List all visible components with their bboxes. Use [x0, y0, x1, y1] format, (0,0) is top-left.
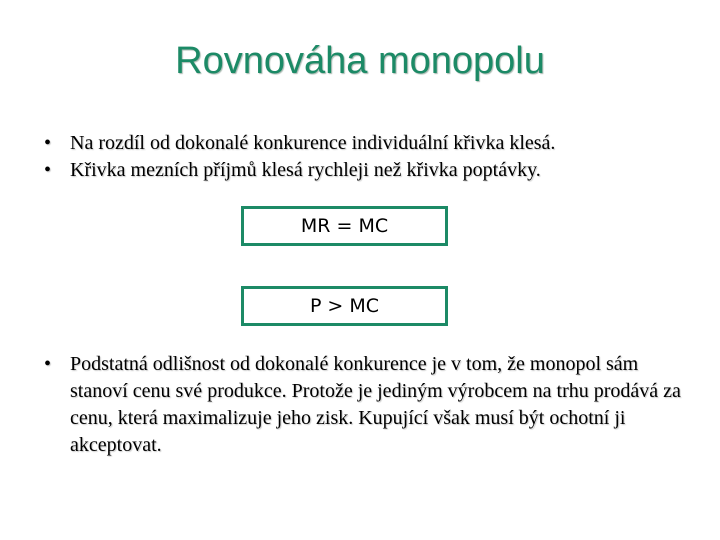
bullet-dot-icon: •: [44, 159, 52, 181]
bullet-dot-icon: •: [44, 353, 52, 375]
bullet-item: [44, 130, 684, 157]
formula-text: P > MC: [309, 295, 380, 317]
formula-text: MR = MC: [300, 215, 389, 237]
formula-box-mr-mc: [241, 206, 448, 246]
bullet-dot-icon: •: [44, 132, 52, 154]
bullet-list-top: [44, 130, 684, 184]
bullet-item: [44, 157, 684, 184]
bullet-item: [44, 351, 684, 459]
bullet-text: Na rozdíl od dokonalé konkurence individuální křivka klesá.: [70, 132, 556, 154]
bullet-list-bottom: [44, 351, 684, 459]
slide-title: Rovnováha monopolu: [175, 40, 545, 82]
bullet-text: Křivka mezních příjmů klesá rychleji než křivka poptávky.: [70, 159, 541, 181]
bullet-text: Podstatná odlišnost od dokonalé konkurence je v tom, že monopol sám stanoví cenu své produkce. Protože je jediným výrobcem na trhu prodává za cenu, která maximalizuje jeho zisk. Kupující však musí být ochotní ji akceptovat.: [70, 353, 681, 456]
formula-box-p-mc: [241, 286, 448, 326]
